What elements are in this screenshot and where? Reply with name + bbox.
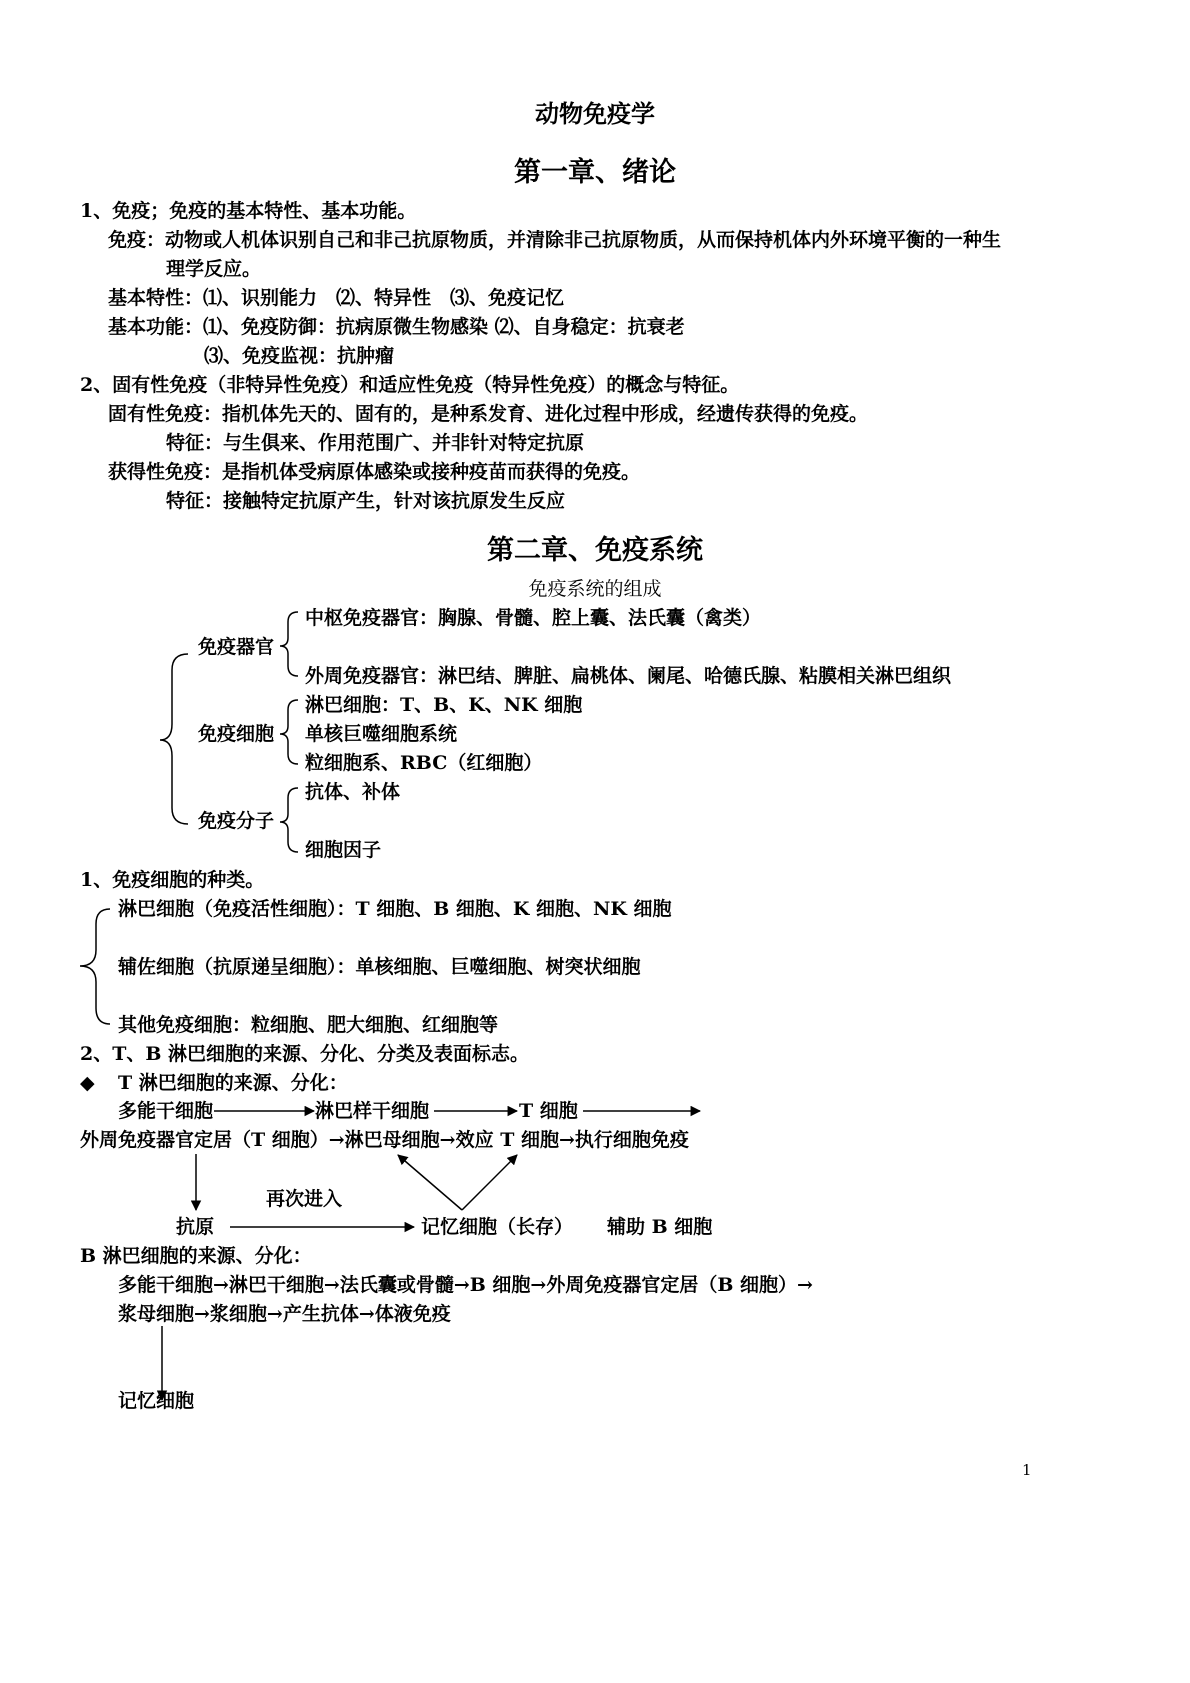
molecule-cytokine: 细胞因子 (305, 839, 382, 861)
immunity-definition-line2: 理学反应。 (166, 258, 262, 280)
basic-traits: 基本特性：⑴、识别能力 ⑵、特异性 ⑶、免疫记忆 (108, 287, 565, 309)
document-title: 动物免疫学 (535, 99, 655, 128)
composition-main-brace (160, 654, 188, 824)
immunity-definition-line1: 免疫：动物或人机体识别自己和非己抗原物质，并清除非己抗原物质，从而保持机体内外环境平衡的一种生 (108, 229, 1002, 251)
cell-type-other: 其他免疫细胞：粒细胞、肥大细胞、红细胞等 (118, 1014, 499, 1036)
organ-peripheral: 外周免疫器官：淋巴结、脾脏、扁桃体、阑尾、哈德氏腺、粘膜相关淋巴组织 (305, 665, 952, 687)
t-flow-lymphoid-stem-cell: 淋巴样干细胞 (315, 1100, 430, 1122)
innate-immunity-features: 特征：与生俱来、作用范围广、并非针对特定抗原 (166, 432, 585, 454)
t-flow-reenter: 再次进入 (266, 1188, 343, 1210)
acquired-immunity-definition: 获得性免疫：是指机体受病原体感染或接种疫苗而获得的免疫。 (108, 461, 641, 483)
cell-type-auxiliary: 辅佐细胞（抗原递呈细胞）：单核细胞、巨噬细胞、树突状细胞 (118, 956, 641, 978)
innate-immunity-definition: 固有性免疫：指机体先天的、固有的，是种系发育、进化过程中形成，经遗传获得的免疫。 (108, 403, 869, 425)
cell-types-brace (80, 909, 110, 1024)
molecule-antibody: 抗体、补体 (305, 781, 401, 803)
chapter1-heading: 第一章、绪论 (514, 157, 676, 188)
b-flow-memory-cell: 记忆细胞 (118, 1390, 195, 1412)
t-cell-heading: T 淋巴细胞的来源、分化： (118, 1072, 348, 1094)
organs-brace (280, 612, 298, 676)
b-flow-row2: 浆母细胞→浆细胞→产生抗体→体液免疫 (118, 1303, 451, 1325)
b-flow-row1: 多能干细胞→淋巴干细胞→法氏囊或骨髓→B 细胞→外周免疫器官定居（B 细胞）→ (118, 1274, 813, 1296)
t-flow-stem-cell: 多能干细胞 (118, 1100, 214, 1122)
basic-functions-line2: ⑶、免疫监视：抗肿瘤 (204, 345, 395, 367)
acquired-immunity-features: 特征：接触特定抗原产生，针对该抗原发生反应 (166, 490, 566, 512)
ch1-question-1: 1、免疫；免疫的基本特性、基本功能。 (80, 200, 417, 222)
organ-central: 中枢免疫器官：胸腺、骨髓、腔上囊、法氏囊（禽类） (305, 607, 762, 629)
molecules-label: 免疫分子 (198, 810, 275, 832)
cell-granulocyte: 粒细胞系、RBC（红细胞） (305, 752, 543, 774)
ch2-question-1: 1、免疫细胞的种类。 (80, 869, 265, 891)
cell-mononuclear: 单核巨噬细胞系统 (305, 723, 458, 745)
organs-label: 免疫器官 (198, 636, 275, 658)
page-number: 1 (1022, 1461, 1032, 1479)
ch2-question-2: 2、T、B 淋巴细胞的来源、分化、分类及表面标志。 (80, 1043, 530, 1065)
chapter2-heading: 第二章、免疫系统 (487, 535, 703, 566)
basic-functions-line1: 基本功能：⑴、免疫防御：抗病原微生物感染 ⑵、自身稳定：抗衰老 (108, 316, 685, 338)
t-flow-t-cell: T 细胞 (519, 1100, 578, 1122)
t-arrow-memory-effector (462, 1155, 517, 1210)
cells-brace (280, 700, 298, 764)
t-flow-antigen: 抗原 (176, 1216, 215, 1238)
molecules-brace (280, 788, 298, 852)
cells-label: 免疫细胞 (198, 723, 275, 745)
cell-lymphocyte: 淋巴细胞：T、B、K、NK 细胞 (305, 694, 583, 716)
bullet-diamond-icon: ◆ (80, 1072, 95, 1094)
composition-title: 免疫系统的组成 (528, 578, 662, 600)
ch1-question-2: 2、固有性免疫（非特异性免疫）和适应性免疫（特异性免疫）的概念与特征。 (80, 374, 740, 396)
t-flow-helper-b: 辅助 B 细胞 (607, 1216, 713, 1238)
b-cell-heading: B 淋巴细胞的来源、分化： (80, 1245, 312, 1267)
t-arrow-memory-lymphoblast (398, 1155, 462, 1210)
t-flow-row2: 外周免疫器官定居（T 细胞）→淋巴母细胞→效应 T 细胞→执行细胞免疫 (80, 1129, 689, 1151)
cell-type-lymphocyte: 淋巴细胞（免疫活性细胞）：T 细胞、B 细胞、K 细胞、NK 细胞 (118, 898, 672, 920)
t-flow-memory-cell: 记忆细胞（长存） (421, 1216, 574, 1238)
